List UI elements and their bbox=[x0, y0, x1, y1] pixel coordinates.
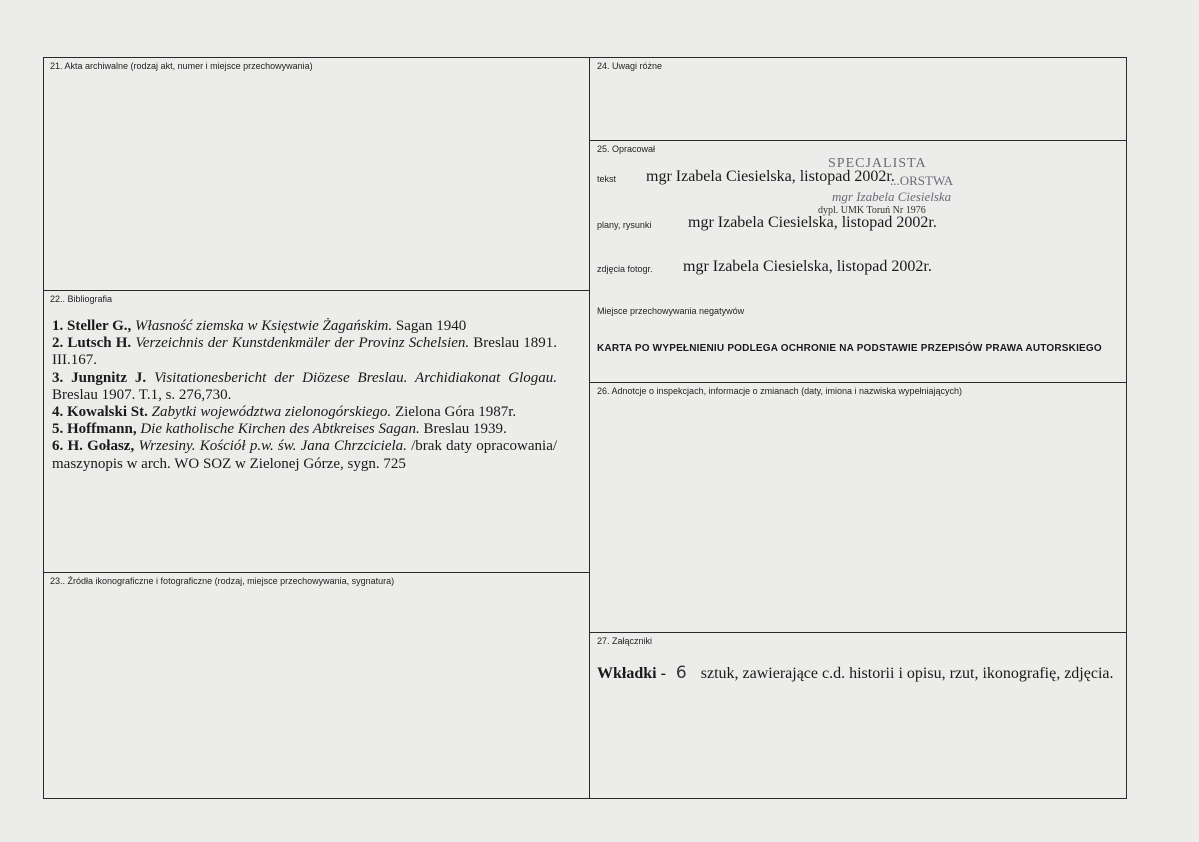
copyright-notice: KARTA PO WYPEŁNIENIU PODLEGA OCHRONIE NA PODSTAWIE PRZEPISÓW PRAWA AUTORSKIEGO bbox=[597, 343, 1102, 354]
section-27-label: 27. Załączniki bbox=[597, 636, 653, 646]
divider-26-27 bbox=[590, 632, 1127, 633]
entry-number: 3. bbox=[52, 369, 64, 386]
entry-number: 2. bbox=[52, 335, 64, 352]
entry-author: Kowalski St. bbox=[67, 404, 148, 421]
section-21-label: 21. Akta archiwalne (rodzaj akt, numer i miejsce przechowywania) bbox=[50, 61, 313, 71]
entry-details: Breslau 1907. T.1, s. 276,730. bbox=[52, 386, 232, 403]
entry-title: Visitationesbericht der Diözese Breslau. Archidiakonat Glogau. bbox=[154, 369, 557, 386]
entry-author: Lutsch H. bbox=[67, 335, 132, 352]
text-author-label: tekst bbox=[597, 174, 617, 184]
bibliography-entry bbox=[52, 335, 557, 369]
stamp-profession: ...ORSTWA bbox=[890, 173, 954, 188]
plans-author-value: mgr Izabela Ciesielska, listopad 2002r. bbox=[688, 214, 937, 231]
plans-author-label: plany, rysunki bbox=[597, 220, 652, 230]
attachments-text bbox=[597, 662, 1119, 685]
section-22-label: 22.. Bibliografia bbox=[50, 294, 113, 304]
entry-number: 4. bbox=[52, 404, 64, 421]
bibliography-entry bbox=[52, 318, 557, 335]
section-23-label: 23.. Źródła ikonograficzne i fotograficzne (rodzaj, miejsce przechowywania, sygnatura) bbox=[50, 576, 395, 586]
attachments-description: sztuk, zawierające c.d. historii i opisu, rzut, ikonografię, zdjęcia. bbox=[700, 665, 1114, 682]
negatives-storage-label: Miejsce przechowywania negatywów bbox=[597, 306, 745, 316]
entry-author: Jungnitz J. bbox=[71, 369, 147, 386]
entry-author: Steller G., bbox=[67, 318, 132, 334]
entry-title: Verzeichnis der Kunstdenkmäler der Provinz Schelsien. bbox=[135, 335, 470, 352]
entry-details: /brak daty opracowania/ maszynopis w arch. WO SOZ w Zielonej Górze, sygn. 725 bbox=[52, 438, 558, 472]
text-author-value: mgr Izabela Ciesielska, listopad 2002r. bbox=[646, 168, 895, 185]
attachments-lead: Wkładki - bbox=[597, 665, 666, 682]
bibliography-list bbox=[52, 318, 557, 473]
section-25-label: 25. Opracował bbox=[597, 144, 656, 154]
entry-details: Breslau 1891. III.167. bbox=[52, 335, 558, 369]
column-divider bbox=[589, 57, 590, 799]
entry-details: Breslau 1939. bbox=[419, 421, 507, 438]
entry-details: Zielona Góra 1987r. bbox=[391, 404, 517, 421]
section-24-label: 24. Uwagi różne bbox=[597, 61, 663, 71]
entry-number: 6. bbox=[52, 438, 64, 455]
bibliography-entry bbox=[52, 404, 557, 421]
entry-title: Wrzesiny. Kościół p.w. św. Jana Chrzciciela. bbox=[138, 438, 407, 455]
entry-number: 5. bbox=[52, 421, 64, 438]
handwritten-count: 6 bbox=[675, 663, 687, 683]
entry-title: Zabytki województwa zielonogórskiego. bbox=[151, 404, 392, 421]
stamp-title: SPECJALISTA bbox=[828, 156, 927, 171]
entry-number: 1. bbox=[52, 318, 64, 334]
divider-25-26 bbox=[590, 382, 1127, 383]
photos-author-value: mgr Izabela Ciesielska, listopad 2002r. bbox=[683, 258, 932, 275]
entry-title: Własność ziemska w Księstwie Żagańskim. bbox=[135, 318, 393, 334]
bibliography-entry bbox=[52, 438, 557, 472]
divider-22-23 bbox=[43, 572, 590, 573]
divider-21-22 bbox=[43, 290, 590, 291]
section-26-label: 26. Adnotcje o inspekcjach, informacje o zmianach (daty, imiona i nazwiska wypełniających) bbox=[597, 386, 963, 396]
specialist-stamp bbox=[790, 156, 970, 218]
entry-details: Sagan 1940 bbox=[392, 318, 467, 334]
photos-author-label: zdjęcia fotogr. bbox=[597, 264, 653, 274]
bibliography-entry bbox=[52, 421, 557, 438]
entry-title: Die katholische Kirchen des Abtkreises Sagan. bbox=[140, 421, 420, 438]
bibliography-entry bbox=[52, 370, 557, 404]
divider-24-25 bbox=[590, 140, 1127, 141]
entry-author: Hoffmann, bbox=[67, 421, 137, 438]
stamp-diploma: dypl. UMK Toruń Nr 1976 bbox=[818, 205, 926, 216]
stamp-name: mgr Izabela Ciesielska bbox=[832, 189, 952, 204]
entry-author: H. Gołasz, bbox=[67, 438, 135, 455]
